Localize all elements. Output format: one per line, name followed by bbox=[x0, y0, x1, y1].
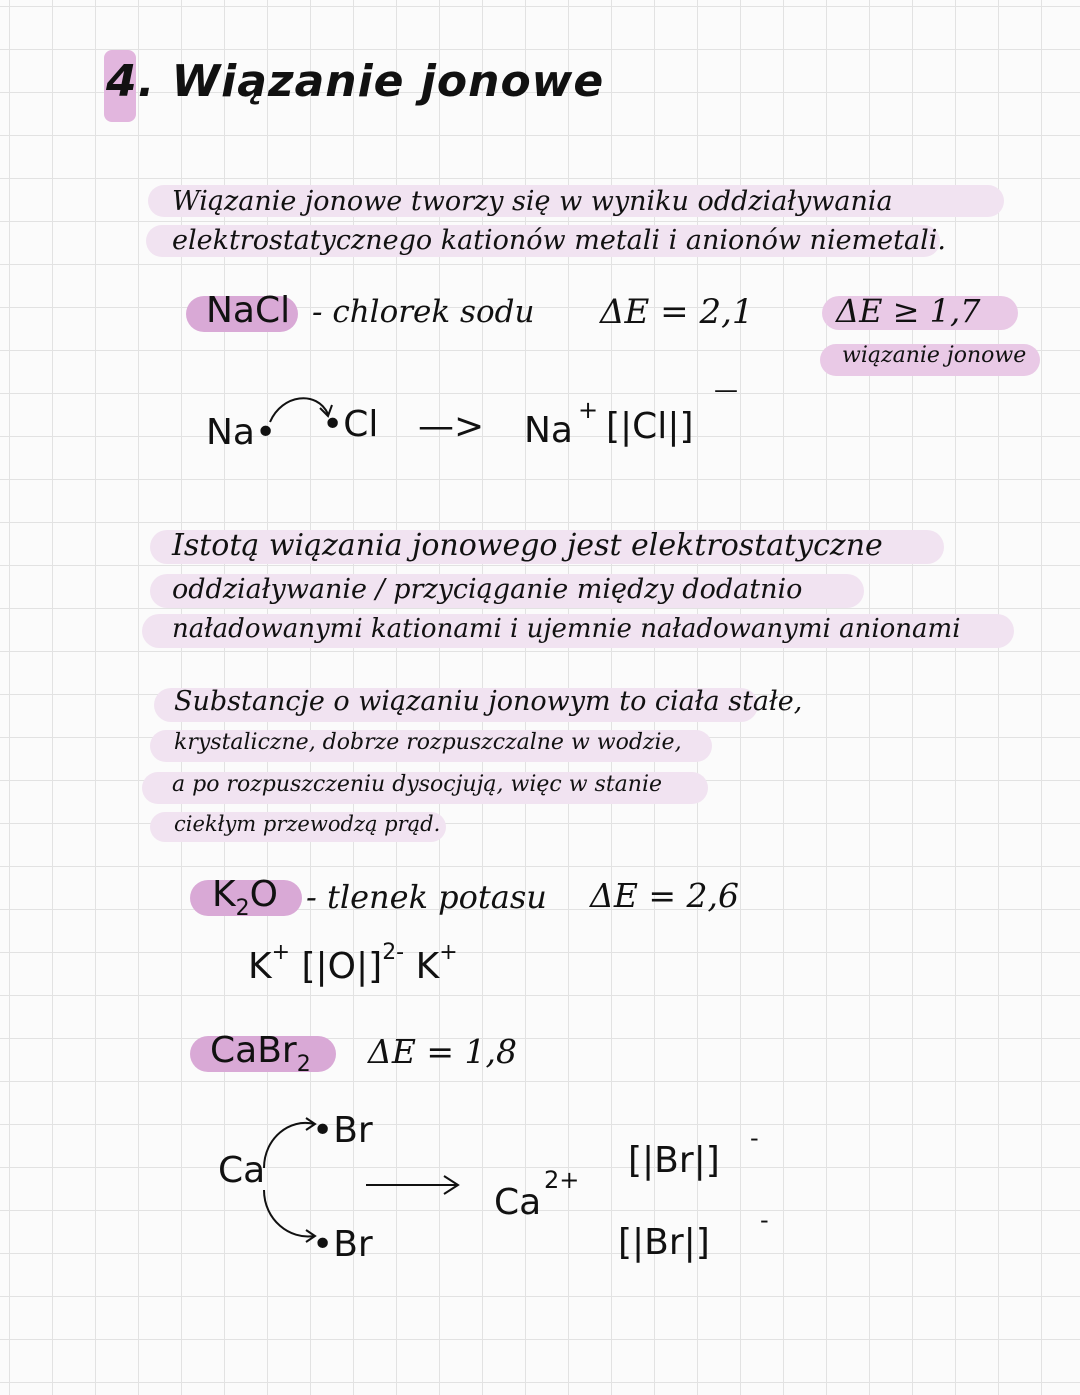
k2o-scheme-k1: K bbox=[248, 946, 272, 987]
properties-line-3: a po rozpuszczeniu dysocjują, więc w stanie bbox=[172, 772, 662, 797]
k2o-scheme-k2: K bbox=[415, 946, 440, 987]
scheme-br-bottom: •Br bbox=[312, 1224, 373, 1265]
k2o-scheme-anion-charge: 2- bbox=[382, 940, 405, 965]
scheme-na-atom: Na• bbox=[206, 412, 277, 453]
k2o-delta: ΔE = 2,6 bbox=[590, 876, 740, 915]
nacl-name: - chlorek sodu bbox=[312, 294, 535, 330]
scheme-ca-atom: Ca bbox=[218, 1150, 266, 1191]
cabr2-main: CaBr bbox=[210, 1030, 297, 1071]
cl-charge: — bbox=[714, 376, 738, 404]
k2o-scheme-anion: [|O|] bbox=[301, 946, 383, 987]
scheme-br-top: •Br bbox=[312, 1110, 373, 1151]
k2o-k: K bbox=[212, 874, 236, 915]
k2o-scheme-k1-charge: + bbox=[271, 940, 291, 965]
product-na: Na bbox=[524, 410, 573, 451]
k2o-scheme-k2-charge: + bbox=[439, 940, 458, 965]
essence-line-1: Istotą wiązania jonowego jest elektrostatyczne bbox=[172, 528, 883, 563]
k2o-scheme bbox=[248, 940, 458, 987]
product-ca: Ca bbox=[494, 1182, 542, 1223]
cabr2-formula bbox=[210, 1030, 311, 1077]
scheme-cl-atom: •Cl bbox=[322, 404, 379, 445]
essence-line-3: naładowanymi kationami i ujemnie naładowanymi anionami bbox=[172, 614, 961, 644]
properties-line-1: Substancje o wiązaniu jonowym to ciała stałe, bbox=[174, 686, 803, 717]
properties-line-2: krystaliczne, dobrze rozpuszczalne w wodzie, bbox=[174, 730, 682, 755]
k2o-subscript: 2 bbox=[235, 896, 250, 921]
product-cl-anion: [|Cl|] bbox=[606, 406, 694, 447]
reaction-arrow bbox=[364, 1170, 464, 1200]
page-title: 4. Wiązanie jonowe bbox=[106, 56, 605, 107]
reaction-arrow: —> bbox=[418, 406, 485, 447]
product-br-anion-top: [|Br|] bbox=[628, 1140, 720, 1181]
nacl-formula: NaCl bbox=[206, 290, 291, 331]
ca-charge: 2+ bbox=[544, 1166, 580, 1194]
k2o-o: O bbox=[249, 874, 278, 915]
nacl-delta: ΔE = 2,1 bbox=[600, 292, 754, 332]
intro-line-1: Wiązanie jonowe tworzy się w wyniku oddziaływania bbox=[172, 186, 893, 217]
br-top-charge: - bbox=[750, 1124, 759, 1152]
rule-label: wiązanie jonowe bbox=[842, 343, 1027, 368]
cabr2-delta: ΔE = 1,8 bbox=[368, 1032, 518, 1071]
k2o-formula bbox=[212, 874, 278, 921]
rule-value: ΔE ≥ 1,7 bbox=[836, 292, 981, 330]
k2o-name: - tlenek potasu bbox=[306, 878, 547, 916]
essence-line-2: oddziaływanie / przyciąganie między dodatnio bbox=[172, 574, 803, 605]
product-br-anion-bottom: [|Br|] bbox=[618, 1222, 710, 1263]
intro-line-2: elektrostatycznego kationów metali i anionów niemetali. bbox=[172, 225, 946, 256]
properties-line-4: ciekłym przewodzą prąd. bbox=[174, 812, 441, 836]
cabr2-subscript: 2 bbox=[296, 1052, 311, 1077]
br-bottom-charge: - bbox=[760, 1206, 769, 1234]
na-charge: + bbox=[578, 396, 599, 424]
